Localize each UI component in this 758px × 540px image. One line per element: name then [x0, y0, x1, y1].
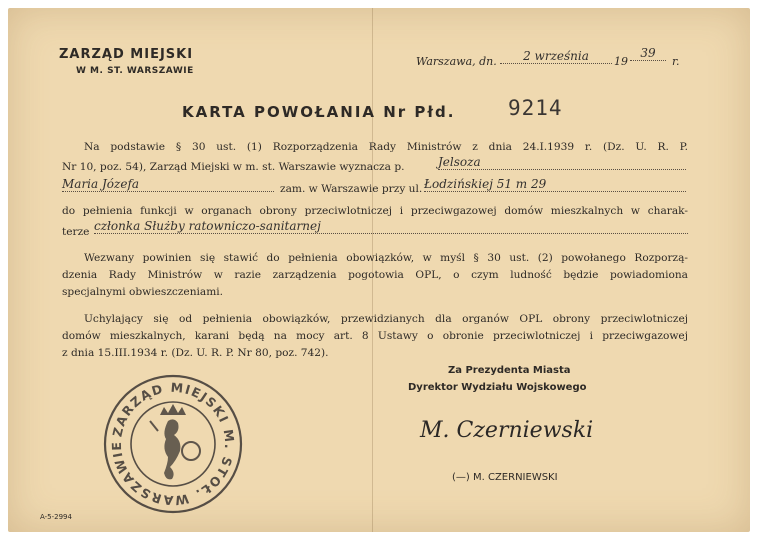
para1-line4: do pełnienia funkcji w organach obrony przeciwlotniczej i przeciwgazowej domów mieszkalnych w charak- [62, 205, 688, 217]
document-title: KARTA POWOŁANIA Nr Płd. [182, 103, 456, 121]
signature-line1: Za Prezydenta Miasta [448, 365, 571, 376]
stamp-text: ZARZĄD MIEJSKI M. STOŁ. WARSZAWIE [108, 379, 238, 509]
para1-line5-prefix: terze [62, 226, 90, 238]
signature-handwritten: M. Czerniewski [420, 418, 594, 443]
form-code: A-5-2994 [40, 513, 72, 521]
document-number: 9214 [508, 96, 563, 120]
para2-line1: Wezwany powinien się stawić do pełnienia obowiązków, w myśl § 30 ust. (2) powołanego Rozporzą- [84, 252, 688, 264]
printed-name: (—) M. CZERNIEWSKI [452, 472, 558, 483]
given-names-handwritten: Maria Józefa [62, 177, 274, 192]
signature-line2: Dyrektor Wydziału Wojskowego [408, 382, 587, 393]
address-handwritten: Łodzińskiej 51 m 29 [424, 177, 686, 192]
function-handwritten: członka Służby ratowniczo-sanitarnej [94, 219, 688, 234]
stamp-seal-icon [102, 373, 244, 515]
date-city-label: Warszawa, dn. [416, 55, 497, 68]
year-prefix: 19 [614, 55, 628, 68]
official-stamp [102, 373, 244, 515]
year-handwritten: 39 [630, 46, 666, 61]
year-suffix: r. [672, 55, 680, 68]
para3-line1: Uchylający się od pełnienia obowiązków, przewidzianych dla organów OPL obrony przeciwlotniczej [84, 313, 688, 325]
office-name: ZARZĄD MIEJSKI [59, 47, 194, 62]
surname-handwritten: Jelsoza [438, 155, 686, 170]
para3-line3: z dnia 15.III.1934 r. (Dz. U. R. P. Nr 80, poz. 742). [62, 347, 329, 359]
para3-line2: domów mieszkalnych, karani będą na mocy art. 8 Ustawy o obronie przeciwlotniczej i przeciwgazowej [62, 330, 688, 342]
para2-line3: specjalnymi obwieszczeniami. [62, 286, 224, 298]
para1-line1: Na podstawie § 30 ust. (1) Rozporządzenia Rady Ministrów z dnia 24.I.1939 r. (Dz. U. R. P. [84, 141, 688, 153]
residence-label: zam. w Warszawie przy ul. [280, 183, 423, 195]
para2-line2: dzenia Rady Ministrów w razie zarządzenia pogotowia OPL, o czym ludność będzie powiadomiona [62, 269, 688, 281]
date-handwritten: 2 września [500, 49, 612, 64]
para1-line2: Nr 10, poz. 54), Zarząd Miejski w m. st. Warszawie wyznacza p. [62, 161, 405, 173]
office-subtitle: W M. ST. WARSZAWIE [76, 66, 194, 76]
